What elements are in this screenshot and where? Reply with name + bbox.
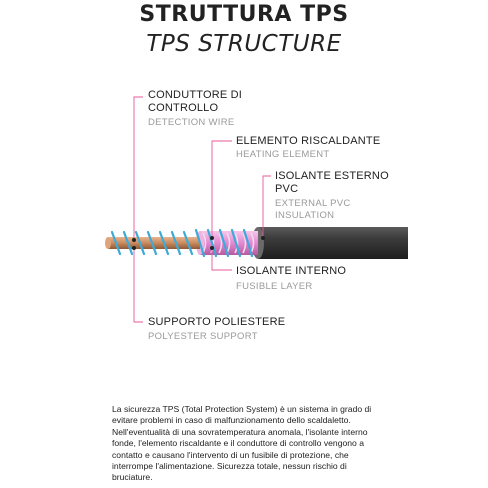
label-detection-line-2: CONTROLLO [148,102,219,114]
title-italian: STRUTTURA TPS [139,2,349,27]
label-heating-element-it: ELEMENTO RISCALDANTE [236,135,381,147]
label-polyester-support-en: POLYESTER SUPPORT [148,331,258,342]
leader-dot-heating [210,236,214,240]
label-external-en-line-2: INSULATION [275,210,335,221]
leader-line-support [134,248,143,322]
title-english: TPS STRUCTURE [146,31,342,57]
leader-line-heating [212,141,232,238]
leader-dot-external [261,236,265,240]
label-external-insulation-en [275,198,351,222]
label-external-line-1: ISOLANTE ESTERNO [275,170,389,182]
leader-dot-support [132,246,136,250]
label-external-insulation-it [275,170,389,196]
label-external-en-line-1: EXTERNAL PVC [275,198,351,209]
label-detection-wire-en: DETECTION WIRE [148,117,235,128]
label-internal-insulation-it: ISOLANTE INTERNO [236,265,347,277]
label-polyester-support-it: SUPPORTO POLIESTERE [148,316,286,328]
description-paragraph: La sicurezza TPS (Total Protection System) è un sistema in grado di evitare problemi in caso di malfunzionamento dello scaldaletto. Nell'eventualità di una sovratemperatura anomala, l'isolante interno fonde, l'elemento riscaldante e il conduttore di controllo vengono a contatto e causano l'intervento di un fusibile di protezione, che interrompe l'alimentazione. Sicurezza totale, nessun rischio di bruciature. [112,404,372,483]
label-detection-line-1: CONDUTTORE DI [148,89,243,101]
leader-dot-detection [132,238,136,242]
label-internal-insulation-en: FUSIBLE LAYER [236,281,313,292]
label-heating-element-en: HEATING ELEMENT [236,149,330,160]
leader-line-detection [134,97,143,240]
outer-pvc-sheath [252,227,408,259]
leader-dot-internal [210,246,214,250]
label-external-line-2: PVC [275,183,299,195]
label-detection-wire-it [148,89,242,115]
